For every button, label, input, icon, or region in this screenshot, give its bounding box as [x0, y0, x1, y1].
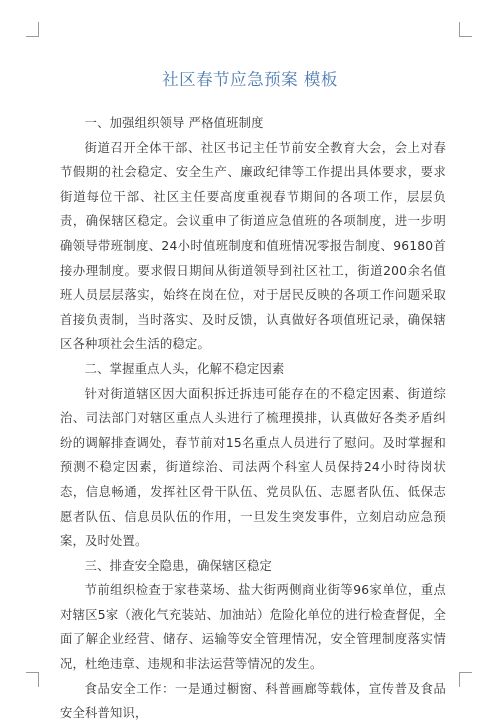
body-paragraph: 节前组织检查于家巷菜场、盐大街两侧商业街等96家单位，重点对辖区5家（液化气充装站、加油站）危险化单位的进行检查督促，全面了解企业经营、储存、运输等安全管理情况，安全管理制度落实情况，杜绝违章、违规和非法运营等情况的发生。 — [60, 583, 446, 672]
crop-mark-top-left — [26, 22, 39, 37]
section-heading: 一、加强组织领导 严格值班制度 — [84, 116, 264, 130]
document-title: 社区春节应急预案 模板 — [162, 70, 338, 89]
body-paragraph: 针对街道辖区因大面积拆迁拆违可能存在的不稳定因素、街道综治、司法部门对辖区重点人头进行了梳理摸排，认真做好各类矛盾纠纷的调解排查调处，春节前对15名重点人员进行了慰问。及时掌握和预测不稳定因素，街道综治、司法两个科室人员保持24小时待岗状态，信息畅通，发挥社区骨干队伍、党员队伍、志愿者队伍、低保志愿者队伍、信息员队伍的作用，一旦发生突发事件，立刻启动应急预案，及时处置。 — [60, 386, 446, 549]
body-paragraph: 食品安全工作：一是通过橱窗、科普画廊等载体，宣传普及食品安全科普知识， — [60, 681, 446, 721]
document-body — [60, 111, 446, 726]
crop-mark-top-right — [459, 22, 472, 37]
section-heading: 二、掌握重点人头，化解不稳定因素 — [84, 361, 285, 376]
crop-mark-bottom-right — [459, 672, 472, 687]
crop-mark-bottom-left — [26, 672, 39, 687]
section-heading: 三、排查安全隐患，确保辖区稳定 — [84, 558, 273, 573]
body-paragraph: 街道召开全体干部、社区书记主任节前安全教育大会，会上对春节假期的社会稳定、安全生产、廉政纪律等工作提出具体要求，要求街道每位干部、社区主任要高度重视春节期间的各项工作，层层负责，确保辖区稳定。会议重申了街道应急值班的各项制度，进一步明确领导带班制度、24小时值班制度和值班情况零报告制度、96180首接办理制度。要求假日期间从街道领导到社区社工，街道200余名值班人员层层落实，始终在岗在位，对于居民反映的各项工作问题采取首接负责制，当时落实、及时反馈，认真做好各项值班记录，确保辖区各种项社会生活的稳定。 — [60, 140, 446, 352]
